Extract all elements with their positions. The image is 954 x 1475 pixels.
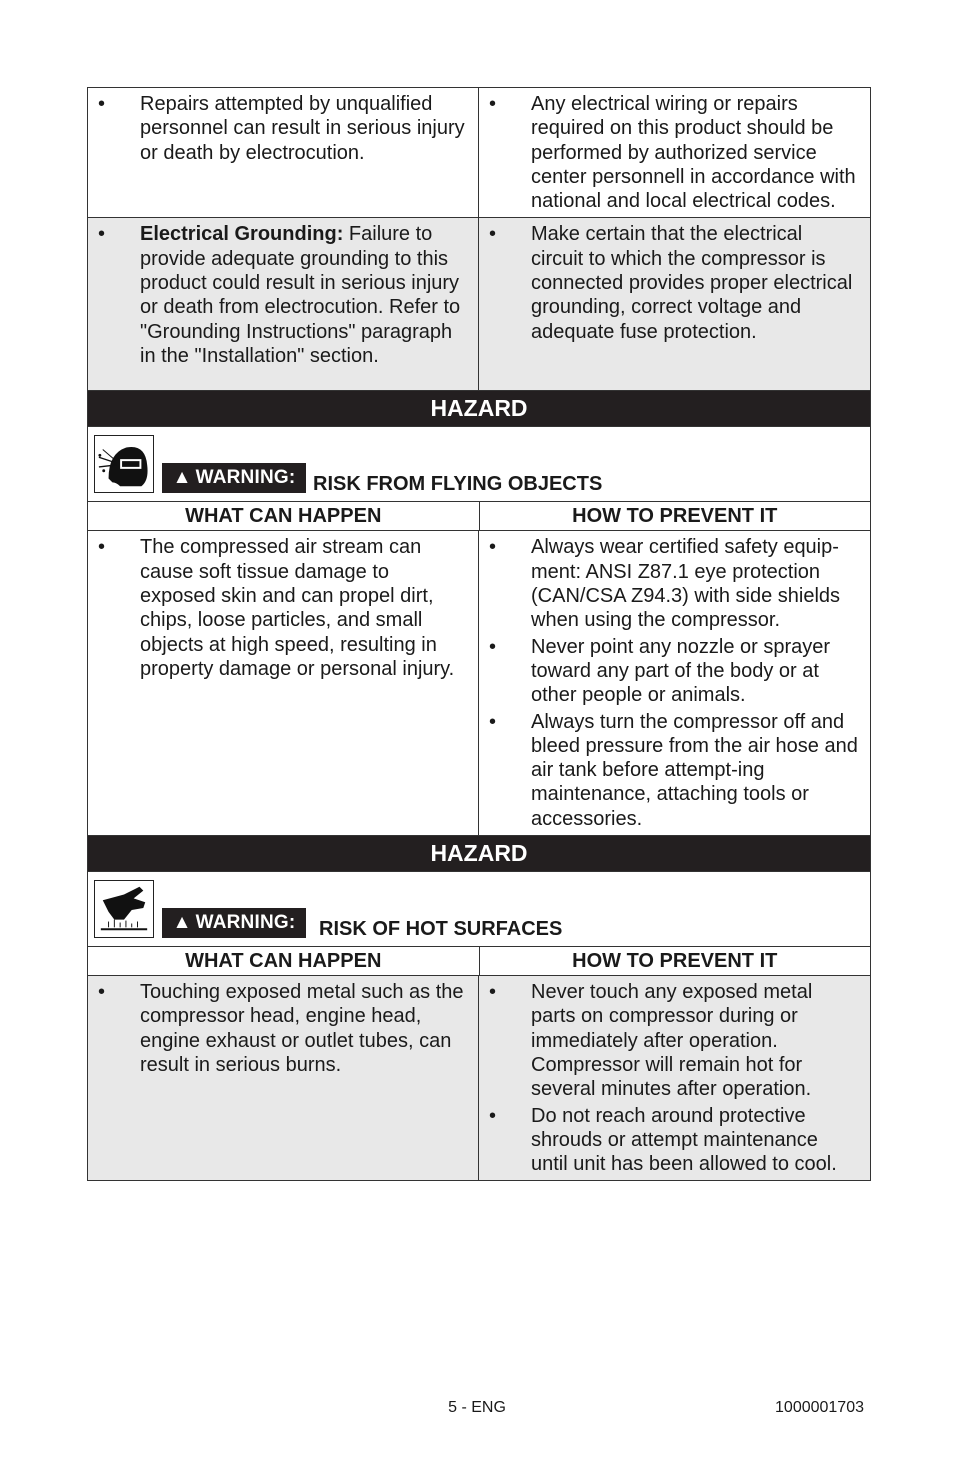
bullet: • [98, 223, 106, 246]
warning-triangle-icon: ▲ [172, 912, 192, 934]
table-row [88, 531, 870, 836]
item-text: The compressed air stream can cause soft tissue damage to exposed skin and can propel dirt, chips, loose particles, and small objects at high speed, resulting in property damage or personal injury. [140, 536, 455, 680]
column-headers [88, 502, 870, 531]
item-text [140, 222, 468, 368]
item-text: Never touch any exposed metal parts on compressor during or immediately after operation. Compressor will remain hot for several minutes after operation. [531, 981, 813, 1101]
bullet: • [489, 981, 497, 1004]
how-to-prevent-header: HOW TO PREVENT IT [572, 950, 778, 973]
warning-label: WARNING: [195, 912, 296, 934]
list-item [487, 92, 860, 213]
how-to-prevent-cell [479, 218, 870, 390]
list-item [487, 535, 860, 632]
list-item [96, 222, 468, 368]
what-can-happen-cell [88, 976, 479, 1180]
warning-badge [162, 463, 306, 493]
list-item [96, 535, 468, 681]
what-can-happen-header: WHAT CAN HAPPEN [88, 502, 480, 530]
risk-title: RISK OF HOT SURFACES [319, 918, 563, 941]
bullet: • [98, 981, 106, 1004]
list-item [96, 92, 468, 165]
bullet: • [98, 536, 106, 559]
bullet: • [98, 93, 106, 115]
warning-row [88, 427, 870, 502]
table-row [88, 88, 870, 218]
column-headers [88, 947, 870, 976]
item-text: Make certain that the electrical circuit to which the compressor is connected provides proper electrical grounding, correct voltage and adequate fuse protection. [531, 223, 853, 343]
how-to-prevent-cell [479, 976, 870, 1180]
bullet: • [489, 223, 497, 246]
warning-row [88, 872, 870, 947]
item-text: Always turn the compressor off and bleed pressure from the air hose and air tank before attempt-ing maintenance, attaching tools or accessories. [531, 710, 858, 830]
list-item [487, 222, 860, 343]
item-text: Any electrical wiring or repairs required on this product should be performed by authorized service center personnell in accordance with national and local electrical codes. [531, 93, 856, 213]
safety-table [87, 87, 871, 1181]
bullet: • [489, 1104, 497, 1127]
warning-label: WARNING: [195, 467, 296, 489]
item-text: Do not reach around protective shrouds or attempt maintenance until unit has been allowed to cool. [531, 1104, 837, 1176]
list-item [487, 980, 860, 1101]
how-to-prevent-cell [479, 88, 870, 217]
how-to-prevent-cell [479, 531, 870, 835]
item-text: Always wear certified safety equip-ment: ANSI Z87.1 eye protection (CAN/CSA Z94.3) with side shields when using the compressor. [531, 536, 841, 632]
item-text: Touching exposed metal such as the compressor head, engine head, engine exhaust or outlet tubes, can result in serious burns. [140, 981, 464, 1076]
what-can-happen-cell [88, 531, 479, 835]
risk-title: RISK FROM FLYING OBJECTS [313, 473, 603, 496]
warning-triangle-icon: ▲ [172, 467, 192, 489]
what-can-happen-cell [88, 218, 479, 390]
item-body: Failure to provide adequate grounding to this product could result in serious injury or death from electrocution. Refer to "Grounding Instructions" paragraph in the "Installation" section. [140, 223, 461, 367]
item-text: Repairs attempted by unqualified personnel can result in serious injury or death by electrocution. [140, 93, 465, 164]
item-lead: Electrical Grounding: [140, 223, 344, 246]
document-number: 1000001703 [775, 1399, 864, 1416]
what-can-happen-header: WHAT CAN HAPPEN [88, 947, 480, 975]
item-text: Never point any nozzle or sprayer toward any part of the body or at other people or animals. [531, 635, 831, 707]
hazard-header: HAZARD [88, 391, 870, 427]
list-item [487, 1104, 860, 1177]
bullet: • [489, 710, 497, 733]
bullet: • [489, 93, 497, 115]
hazard-header: HAZARD [88, 836, 870, 872]
how-to-prevent-header: HOW TO PREVENT IT [572, 505, 778, 528]
list-item [96, 980, 468, 1077]
list-item [487, 635, 860, 708]
bullet: • [489, 635, 497, 658]
bullet: • [489, 536, 497, 559]
table-row [88, 218, 870, 391]
warning-badge [162, 908, 306, 938]
table-row [88, 976, 870, 1180]
what-can-happen-cell [88, 88, 479, 217]
list-item [487, 710, 860, 831]
hot-surface-hand-icon [94, 880, 154, 938]
flying-objects-eye-protection-icon [94, 435, 154, 493]
page-number: 5 - ENG [448, 1399, 506, 1416]
